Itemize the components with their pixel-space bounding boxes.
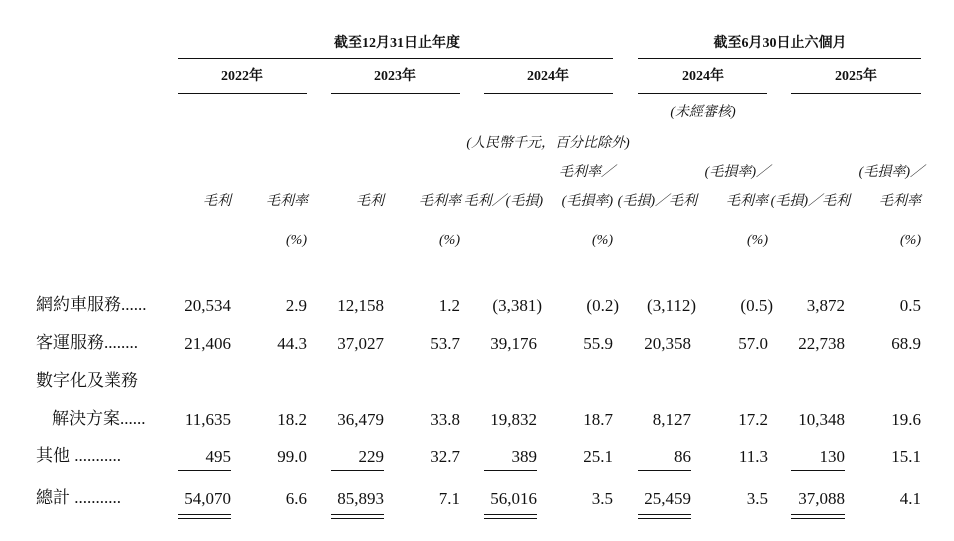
cell-value: 33.8 xyxy=(430,410,460,429)
total-value: 6.6 xyxy=(285,489,307,508)
cell-value: 36,479 xyxy=(337,410,384,429)
total-value: 4.1 xyxy=(899,489,921,508)
cell-value: (0.5) xyxy=(740,296,773,315)
cell-value: 21,406 xyxy=(184,334,231,353)
year-header-2023: 2023年 xyxy=(374,69,416,84)
row-label-total: 總計 ........... xyxy=(36,488,121,507)
year-header-2024: 2024年 xyxy=(527,69,569,84)
col-header-loss-margin-line2: 毛利率 xyxy=(726,194,768,209)
cell-value: 12,158 xyxy=(337,296,384,315)
unaudited-note: (未經審核) xyxy=(670,105,736,120)
cell-value: (3,381) xyxy=(492,296,542,315)
cell-value: 20,534 xyxy=(184,296,231,315)
cell-value: 11,635 xyxy=(184,410,231,429)
cell-value: 19.6 xyxy=(891,410,921,429)
col-header-gross-margin: 毛利率 xyxy=(419,194,461,209)
cell-value: 53.7 xyxy=(430,334,460,353)
row-label-others: 其他 ........... xyxy=(36,446,121,465)
cell-value: 44.3 xyxy=(277,334,307,353)
cell-value: 99.0 xyxy=(277,447,307,466)
cell-value: 22,738 xyxy=(798,334,845,353)
total-value: 3.5 xyxy=(591,489,613,508)
cell-value: 55.9 xyxy=(583,334,613,353)
total-double-rule xyxy=(484,514,537,519)
cell-value: 130 xyxy=(819,447,845,466)
col-header-loss-margin-line2: 毛利率 xyxy=(879,194,921,209)
cell-value: 18.2 xyxy=(277,410,307,429)
cell-value: 495 xyxy=(205,447,231,466)
cell-value: 0.5 xyxy=(899,296,921,315)
total-value: 3.5 xyxy=(746,489,768,508)
cell-value: 20,358 xyxy=(644,334,691,353)
total-double-rule xyxy=(331,514,384,519)
group-header-rule xyxy=(178,58,613,59)
subtotal-rule xyxy=(484,470,537,471)
cell-value: 3,872 xyxy=(806,296,845,315)
col-header-gross-margin: 毛利率 xyxy=(266,194,308,209)
year-header-rule xyxy=(178,93,307,94)
subtotal-rule xyxy=(331,470,384,471)
year-header-2024-six-months: 2024年 xyxy=(682,69,724,84)
col-header-loss-profit: (毛損)／毛利 xyxy=(617,194,697,209)
percent-unit: (%) xyxy=(592,233,613,248)
row-label-passenger-transport: 客運服務........ xyxy=(36,333,138,352)
group-header-year-end: 截至12月31日止年度 xyxy=(334,36,460,51)
cell-value: 389 xyxy=(511,447,537,466)
col-header-gross-profit: 毛利 xyxy=(203,194,231,209)
cell-value: 37,027 xyxy=(337,334,384,353)
cell-value: 68.9 xyxy=(891,334,921,353)
cell-value: 32.7 xyxy=(430,447,460,466)
row-label-digital-solutions-cont: 解決方案...... xyxy=(52,409,146,428)
row-label-digital-solutions: 數字化及業務 xyxy=(36,371,138,390)
cell-value: 1.2 xyxy=(438,296,460,315)
year-header-2025-six-months: 2025年 xyxy=(835,69,877,84)
cell-value: 10,348 xyxy=(798,410,845,429)
row-label-ride-hailing: 網約車服務...... xyxy=(36,295,147,314)
cell-value: 15.1 xyxy=(891,447,921,466)
cell-value: 18.7 xyxy=(583,410,613,429)
cell-value: 19,832 xyxy=(490,410,537,429)
year-header-rule xyxy=(484,93,613,94)
cell-value: 86 xyxy=(674,447,691,466)
total-value: 7.1 xyxy=(438,489,460,508)
year-header-rule xyxy=(791,93,921,94)
percent-unit: (%) xyxy=(747,233,768,248)
cell-value: 25.1 xyxy=(583,447,613,466)
cell-value: 11.3 xyxy=(738,447,768,466)
total-value: 85,893 xyxy=(337,489,384,508)
percent-unit: (%) xyxy=(900,233,921,248)
col-header-loss-margin-line1: (毛損率)／ xyxy=(704,165,770,180)
cell-value: 8,127 xyxy=(652,410,691,429)
cell-value: 57.0 xyxy=(738,334,768,353)
col-header-loss-margin-line1: (毛損率)／ xyxy=(858,165,924,180)
total-value: 37,088 xyxy=(798,489,845,508)
cell-value: 2.9 xyxy=(285,296,307,315)
col-header-margin-line2: (毛損率) xyxy=(561,194,613,209)
cell-value: (3,112) xyxy=(647,296,696,315)
cell-value: (0.2) xyxy=(586,296,619,315)
subtotal-rule xyxy=(178,470,231,471)
group-header-rule xyxy=(638,58,921,59)
total-value: 56,016 xyxy=(490,489,537,508)
currency-note: (人民幣千元，百分比除外) xyxy=(466,136,630,151)
year-header-rule xyxy=(638,93,767,94)
percent-unit: (%) xyxy=(439,233,460,248)
percent-unit: (%) xyxy=(286,233,307,248)
subtotal-rule xyxy=(791,470,845,471)
total-double-rule xyxy=(791,514,845,519)
cell-value: 39,176 xyxy=(490,334,537,353)
total-value: 54,070 xyxy=(184,489,231,508)
total-double-rule xyxy=(178,514,231,519)
total-double-rule xyxy=(638,514,691,519)
col-header-gross-profit-loss: 毛利／(毛損) xyxy=(463,194,543,209)
col-header-margin-line1: 毛利率／ xyxy=(559,165,615,180)
cell-value: 229 xyxy=(358,447,384,466)
total-value: 25,459 xyxy=(644,489,691,508)
year-header-rule xyxy=(331,93,460,94)
col-header-gross-profit: 毛利 xyxy=(356,194,384,209)
group-header-six-months: 截至6月30日止六個月 xyxy=(713,36,847,51)
col-header-loss-profit: (毛損)／毛利 xyxy=(770,194,850,209)
year-header-2022: 2022年 xyxy=(221,69,263,84)
subtotal-rule xyxy=(638,470,691,471)
cell-value: 17.2 xyxy=(738,410,768,429)
